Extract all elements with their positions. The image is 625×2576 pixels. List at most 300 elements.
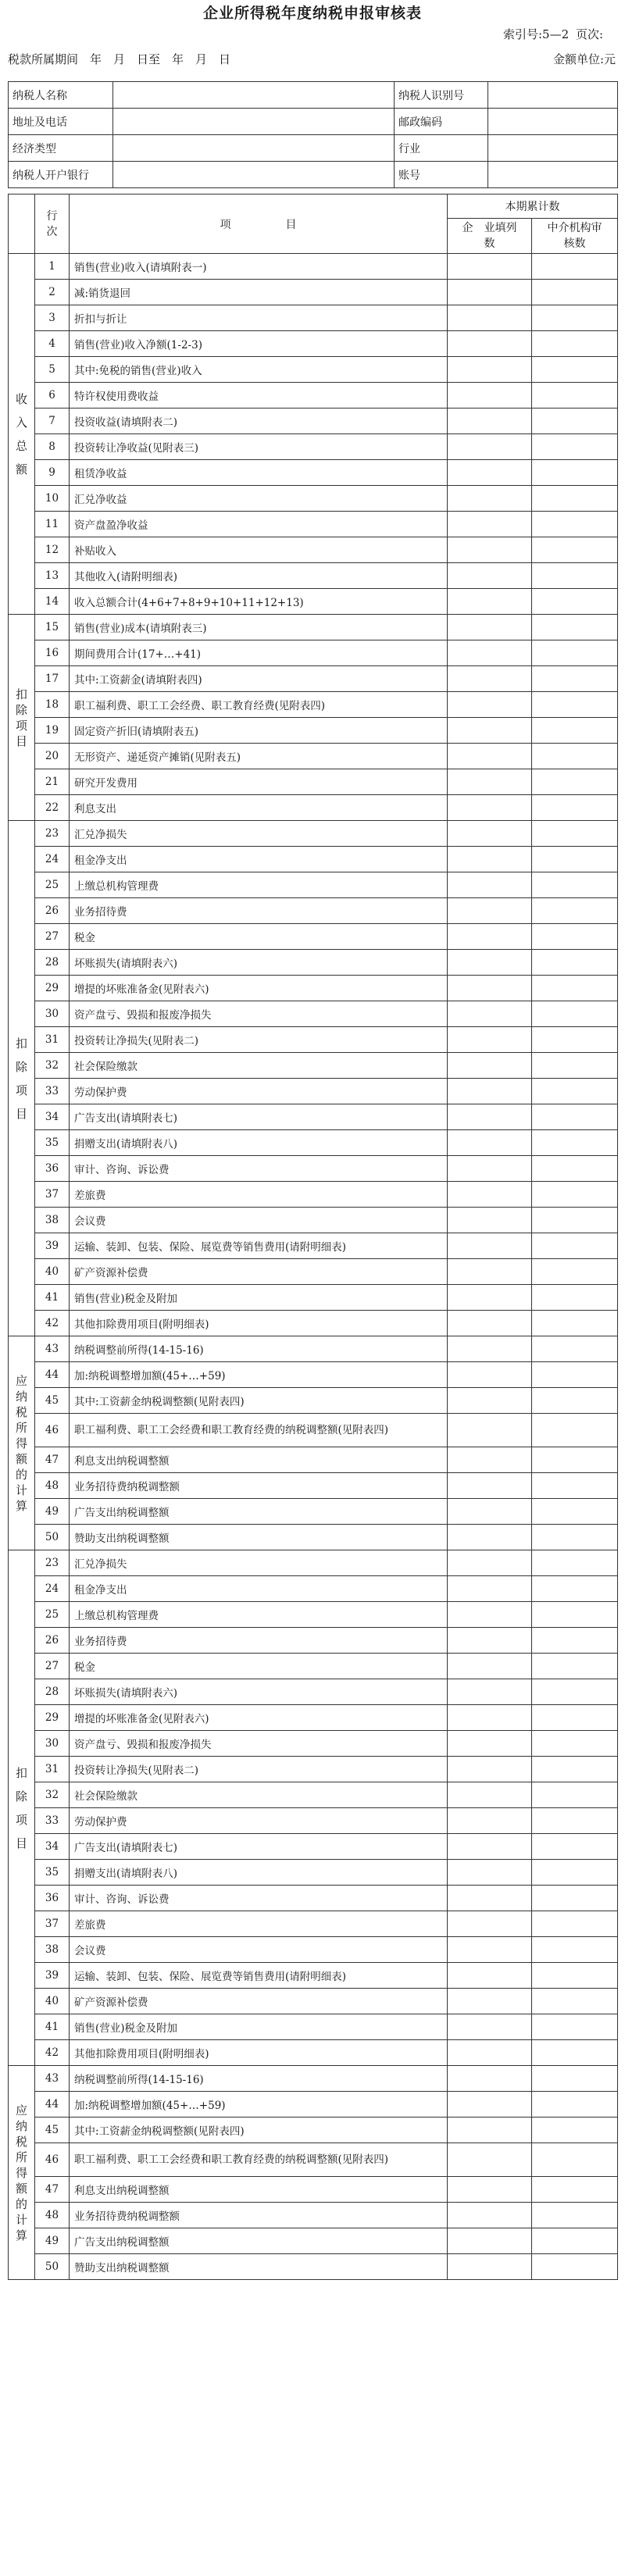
line-number: 47 [35,2177,70,2203]
enterprise-amount-cell[interactable] [448,1628,532,1654]
table-row [9,331,618,357]
item-label: 纳税调整前所得(14-15-16) [70,2066,448,2092]
line-number: 19 [35,718,70,744]
item-label: 职工福利费、职工工会经费、职工教育经费(见附表四) [70,692,448,718]
agency-review-cell[interactable] [532,357,618,383]
agency-review-cell[interactable] [532,254,618,280]
line-number: 22 [35,795,70,821]
enterprise-amount-cell[interactable] [448,280,532,305]
enterprise-amount-cell[interactable] [448,331,532,357]
agency-review-cell[interactable] [532,2066,618,2092]
item-label: 赞助支出纳税调整额 [70,2254,448,2280]
agency-review-cell[interactable] [532,1156,618,1182]
table-row [9,1130,618,1156]
line-number: 31 [35,1757,70,1782]
item-label: 业务招待费 [70,898,448,924]
agency-review-cell[interactable] [532,1182,618,1208]
item-label: 审计、咨询、诉讼费 [70,1156,448,1182]
item-label: 销售(营业)成本(请填附表三) [70,615,448,640]
line-number: 36 [35,1886,70,1911]
item-label: 加:纳税调整增加额(45+…+59) [70,1362,448,1388]
line-number: 31 [35,1027,70,1053]
enterprise-amount-cell[interactable] [448,1911,532,1937]
agency-review-cell[interactable] [532,1362,618,1388]
line-number: 37 [35,1911,70,1937]
enterprise-amount-cell[interactable] [448,1731,532,1757]
enterprise-amount-cell[interactable] [448,1259,532,1285]
agency-review-cell[interactable] [532,795,618,821]
agency-review-cell[interactable] [532,744,618,769]
enterprise-amount-cell[interactable] [448,563,532,589]
agency-review-cell[interactable] [532,2228,618,2254]
enterprise-amount-cell[interactable] [448,1705,532,1731]
agency-review-cell[interactable] [532,1311,618,1336]
enterprise-amount-cell[interactable] [448,1473,532,1499]
enterprise-amount-cell[interactable] [448,1311,532,1336]
agency-review-cell[interactable] [532,1628,618,1654]
agency-review-cell[interactable] [532,512,618,537]
table-row [9,847,618,872]
item-label: 利息支出纳税调整额 [70,2177,448,2203]
table-row [9,409,618,434]
enterprise-amount-header: 企 业填列数 [448,219,532,254]
item-label: 其他收入(请附明细表) [70,563,448,589]
enterprise-amount-cell[interactable] [448,1388,532,1414]
line-number: 42 [35,2040,70,2066]
table-row [9,976,618,1001]
bank-field[interactable] [113,162,395,188]
item-label: 投资转让净收益(见附表三) [70,434,448,460]
table-row [9,2014,618,2040]
enterprise-amount-cell[interactable] [448,2254,532,2280]
table-row [9,537,618,563]
enterprise-amount-cell[interactable] [448,1757,532,1782]
enterprise-amount-cell[interactable] [448,898,532,924]
item-label: 差旅费 [70,1911,448,1937]
enterprise-amount-cell[interactable] [448,1233,532,1259]
enterprise-amount-cell[interactable] [448,2040,532,2066]
industry-field[interactable] [488,135,618,162]
enterprise-amount-cell[interactable] [448,769,532,795]
enterprise-amount-cell[interactable] [448,821,532,847]
agency-review-header: 中介机构审核数 [532,219,618,254]
line-number: 49 [35,2228,70,2254]
item-label: 职工福利费、职工工会经费和职工教育经费的纳税调整额(见附表四) [70,1414,448,1447]
line-number: 44 [35,1362,70,1388]
enterprise-amount-cell[interactable] [448,1782,532,1808]
taxpayer-id-field[interactable] [488,82,618,109]
enterprise-amount-cell[interactable] [448,666,532,692]
enterprise-amount-cell[interactable] [448,847,532,872]
line-number: 30 [35,1001,70,1027]
econ-type-label: 经济类型 [9,135,113,162]
table-row [9,1156,618,1182]
enterprise-amount-cell[interactable] [448,872,532,898]
table-row [9,1336,618,1362]
table-row [9,718,618,744]
agency-review-cell[interactable] [532,1473,618,1499]
line-number: 23 [35,821,70,847]
line-number: 46 [35,2143,70,2177]
enterprise-amount-cell[interactable] [448,2203,532,2228]
agency-review-cell[interactable] [532,1499,618,1525]
agency-review-cell[interactable] [532,383,618,409]
line-number: 28 [35,1679,70,1705]
line-number: 14 [35,589,70,615]
enterprise-amount-cell[interactable] [448,512,532,537]
agency-review-cell[interactable] [532,1860,618,1886]
agency-review-cell[interactable] [532,1602,618,1628]
table-row [9,1679,618,1705]
agency-review-cell[interactable] [532,2040,618,2066]
agency-review-cell[interactable] [532,1079,618,1104]
table-row [9,1602,618,1628]
address-phone-field[interactable] [113,109,395,135]
agency-review-cell[interactable] [532,1679,618,1705]
enterprise-amount-cell[interactable] [448,2177,532,2203]
enterprise-amount-cell[interactable] [448,305,532,331]
agency-review-cell[interactable] [532,1757,618,1782]
agency-review-cell[interactable] [532,666,618,692]
econ-type-field[interactable] [113,135,395,162]
enterprise-amount-cell[interactable] [448,254,532,280]
enterprise-amount-cell[interactable] [448,1414,532,1447]
agency-review-cell[interactable] [532,1782,618,1808]
table-row [9,1499,618,1525]
line-number: 37 [35,1182,70,1208]
table-row [9,1937,618,1963]
table-row [9,280,618,305]
item-label: 捐赠支出(请填附表八) [70,1130,448,1156]
line-number: 26 [35,898,70,924]
agency-review-cell[interactable] [532,563,618,589]
agency-review-cell[interactable] [532,1937,618,1963]
enterprise-amount-cell[interactable] [448,2066,532,2092]
enterprise-amount-cell[interactable] [448,1053,532,1079]
enterprise-amount-cell[interactable] [448,1001,532,1027]
table-row [9,615,618,640]
agency-review-cell[interactable] [532,1834,618,1860]
enterprise-amount-cell[interactable] [448,692,532,718]
line-number: 45 [35,1388,70,1414]
line-number: 48 [35,1473,70,1499]
agency-review-cell[interactable] [532,821,618,847]
table-row [9,821,618,847]
agency-review-cell[interactable] [532,280,618,305]
agency-review-cell[interactable] [532,640,618,666]
agency-review-cell[interactable] [532,769,618,795]
enterprise-amount-cell[interactable] [448,537,532,563]
table-row [9,692,618,718]
line-number: 49 [35,1499,70,1525]
enterprise-amount-cell[interactable] [448,1027,532,1053]
agency-review-cell[interactable] [532,950,618,976]
line-number: 16 [35,640,70,666]
enterprise-amount-cell[interactable] [448,1130,532,1156]
agency-review-cell[interactable] [532,331,618,357]
section-label-text: 扣除项目 [15,687,27,748]
section-label-text: 应纳税所得额的计算 [15,2103,27,2242]
table-row [9,1757,618,1782]
item-label: 广告支出(请填附表七) [70,1834,448,1860]
agency-review-cell[interactable] [532,2143,618,2177]
section-label [9,615,35,821]
agency-review-cell[interactable] [532,1808,618,1834]
agency-review-cell[interactable] [532,1130,618,1156]
enterprise-amount-cell[interactable] [448,1079,532,1104]
agency-review-cell[interactable] [532,615,618,640]
item-label: 无形资产、递延资产摊销(见附表五) [70,744,448,769]
section-label-text: 应纳税所得额的计算 [15,1373,27,1513]
agency-review-cell[interactable] [532,305,618,331]
line-number: 35 [35,1130,70,1156]
table-row [9,1525,618,1550]
enterprise-amount-cell[interactable] [448,1989,532,2014]
enterprise-amount-cell[interactable] [448,640,532,666]
agency-review-cell[interactable] [532,872,618,898]
enterprise-amount-cell[interactable] [448,589,532,615]
enterprise-amount-cell[interactable] [448,1679,532,1705]
enterprise-amount-cell[interactable] [448,950,532,976]
item-label: 职工福利费、职工工会经费和职工教育经费的纳税调整额(见附表四) [70,2143,448,2177]
line-number: 44 [35,2092,70,2118]
enterprise-amount-cell[interactable] [448,460,532,486]
table-row [9,1808,618,1834]
item-label: 劳动保护费 [70,1808,448,1834]
agency-review-cell[interactable] [532,1208,618,1233]
table-row [9,1731,618,1757]
agency-review-cell[interactable] [532,1886,618,1911]
declaration-table [8,194,618,2280]
section-label [9,254,35,615]
account-field[interactable] [488,162,618,188]
item-label: 其中:免税的销售(营业)收入 [70,357,448,383]
agency-review-cell[interactable] [532,2014,618,2040]
agency-review-cell[interactable] [532,1104,618,1130]
item-label: 利息支出 [70,795,448,821]
enterprise-amount-cell[interactable] [448,744,532,769]
section-header-cell [9,194,35,254]
agency-review-cell[interactable] [532,1233,618,1259]
agency-review-cell[interactable] [532,2254,618,2280]
agency-review-cell[interactable] [532,2203,618,2228]
enterprise-amount-cell[interactable] [448,976,532,1001]
agency-review-cell[interactable] [532,1336,618,1362]
line-number: 15 [35,615,70,640]
item-label: 运输、装卸、包装、保险、展览费等销售费用(请附明细表) [70,1963,448,1989]
agency-review-cell[interactable] [532,1963,618,1989]
enterprise-amount-cell[interactable] [448,1156,532,1182]
line-number: 2 [35,280,70,305]
agency-review-cell[interactable] [532,434,618,460]
line-number: 48 [35,2203,70,2228]
table-row [9,2092,618,2118]
table-row [9,1963,618,1989]
enterprise-amount-cell[interactable] [448,2143,532,2177]
enterprise-amount-cell[interactable] [448,357,532,383]
table-row [9,1576,618,1602]
enterprise-amount-cell[interactable] [448,383,532,409]
enterprise-amount-cell[interactable] [448,1808,532,1834]
enterprise-amount-cell[interactable] [448,2228,532,2254]
enterprise-amount-cell[interactable] [448,1182,532,1208]
index-number: 索引号:5—2 [503,27,570,41]
table-row [9,2118,618,2143]
info-row [9,82,618,109]
line-number: 29 [35,1705,70,1731]
table-row [9,512,618,537]
info-row [9,109,618,135]
line-number: 3 [35,305,70,331]
agency-review-cell[interactable] [532,1989,618,2014]
item-label: 其他扣除费用项目(附明细表) [70,1311,448,1336]
taxpayer-id-label: 纳税人识别号 [395,82,488,109]
enterprise-amount-cell[interactable] [448,1576,532,1602]
agency-review-cell[interactable] [532,1414,618,1447]
enterprise-amount-cell[interactable] [448,1336,532,1362]
item-label: 租赁净收益 [70,460,448,486]
enterprise-amount-cell[interactable] [448,1860,532,1886]
table-row [9,486,618,512]
item-label: 增提的坏账准备金(见附表六) [70,1705,448,1731]
agency-review-cell[interactable] [532,460,618,486]
item-label: 上缴总机构管理费 [70,872,448,898]
enterprise-amount-cell[interactable] [448,1208,532,1233]
agency-review-cell[interactable] [532,1447,618,1473]
enterprise-amount-cell[interactable] [448,1362,532,1388]
enterprise-amount-cell[interactable] [448,1654,532,1679]
taxpayer-info-table [8,81,618,188]
line-number: 11 [35,512,70,537]
item-label: 资产盘亏、毁损和报废净损失 [70,1731,448,1757]
agency-review-cell[interactable] [532,589,618,615]
taxpayer-name-label: 纳税人名称 [9,82,113,109]
line-number: 50 [35,1525,70,1550]
agency-review-cell[interactable] [532,1053,618,1079]
table-row [9,666,618,692]
enterprise-amount-cell[interactable] [448,1602,532,1628]
enterprise-amount-cell[interactable] [448,1886,532,1911]
enterprise-amount-cell[interactable] [448,1104,532,1130]
table-row [9,1259,618,1285]
table-row [9,1782,618,1808]
table-row [9,1208,618,1233]
enterprise-amount-cell[interactable] [448,1525,532,1550]
enterprise-amount-cell[interactable] [448,2092,532,2118]
agency-review-cell[interactable] [532,1911,618,1937]
agency-review-cell[interactable] [532,2118,618,2143]
agency-review-cell[interactable] [532,718,618,744]
enterprise-amount-cell[interactable] [448,1834,532,1860]
agency-review-cell[interactable] [532,1576,618,1602]
agency-review-cell[interactable] [532,692,618,718]
line-number: 38 [35,1937,70,1963]
line-number: 18 [35,692,70,718]
agency-review-cell[interactable] [532,1731,618,1757]
agency-review-cell[interactable] [532,1285,618,1311]
enterprise-amount-cell[interactable] [448,1499,532,1525]
enterprise-amount-cell[interactable] [448,434,532,460]
enterprise-amount-cell[interactable] [448,2014,532,2040]
agency-review-cell[interactable] [532,1654,618,1679]
enterprise-amount-cell[interactable] [448,795,532,821]
agency-review-cell[interactable] [532,1705,618,1731]
postal-code-field[interactable] [488,109,618,135]
enterprise-amount-cell[interactable] [448,486,532,512]
enterprise-amount-cell[interactable] [448,1963,532,1989]
item-label: 研究开发费用 [70,769,448,795]
table-row [9,1311,618,1336]
line-number: 21 [35,769,70,795]
table-row [9,2143,618,2177]
line-number: 30 [35,1731,70,1757]
table-row [9,2066,618,2092]
agency-review-cell[interactable] [532,2177,618,2203]
table-row [9,1447,618,1473]
line-number: 40 [35,1259,70,1285]
taxpayer-name-field[interactable] [113,82,395,109]
agency-review-cell[interactable] [532,1550,618,1576]
agency-review-cell[interactable] [532,847,618,872]
agency-review-cell[interactable] [532,1259,618,1285]
table-row [9,1027,618,1053]
item-label: 投资收益(请填附表二) [70,409,448,434]
agency-review-cell[interactable] [532,1388,618,1414]
agency-review-cell[interactable] [532,976,618,1001]
item-label: 期间费用合计(17+…+41) [70,640,448,666]
section-label [9,1550,35,2066]
agency-review-cell[interactable] [532,409,618,434]
enterprise-amount-cell[interactable] [448,2118,532,2143]
agency-review-cell[interactable] [532,486,618,512]
line-number: 43 [35,1336,70,1362]
line-number: 12 [35,537,70,563]
item-label: 利息支出纳税调整额 [70,1447,448,1473]
item-label: 其中:工资薪金纳税调整额(见附表四) [70,1388,448,1414]
line-number: 4 [35,331,70,357]
agency-review-cell[interactable] [532,1027,618,1053]
table-row [9,769,618,795]
agency-review-cell[interactable] [532,537,618,563]
table-row [9,2177,618,2203]
agency-review-cell[interactable] [532,898,618,924]
enterprise-amount-cell[interactable] [448,1447,532,1473]
table-row [9,254,618,280]
line-number: 27 [35,924,70,950]
section-label-text: 扣除项目 [15,1036,27,1121]
line-number: 25 [35,1602,70,1628]
line-number: 6 [35,383,70,409]
enterprise-amount-cell[interactable] [448,615,532,640]
agency-review-cell[interactable] [532,2092,618,2118]
agency-review-cell[interactable] [532,924,618,950]
agency-review-cell[interactable] [532,1525,618,1550]
table-row [9,1989,618,2014]
agency-review-cell[interactable] [532,1001,618,1027]
enterprise-amount-cell[interactable] [448,409,532,434]
item-label: 税金 [70,924,448,950]
enterprise-amount-cell[interactable] [448,718,532,744]
enterprise-amount-cell[interactable] [448,924,532,950]
item-label: 赞助支出纳税调整额 [70,1525,448,1550]
enterprise-amount-cell[interactable] [448,1937,532,1963]
enterprise-amount-cell[interactable] [448,1285,532,1311]
table-row [9,357,618,383]
enterprise-amount-cell[interactable] [448,1550,532,1576]
table-row [9,950,618,976]
item-label: 销售(营业)税金及附加 [70,2014,448,2040]
item-label: 矿产资源补偿费 [70,1259,448,1285]
